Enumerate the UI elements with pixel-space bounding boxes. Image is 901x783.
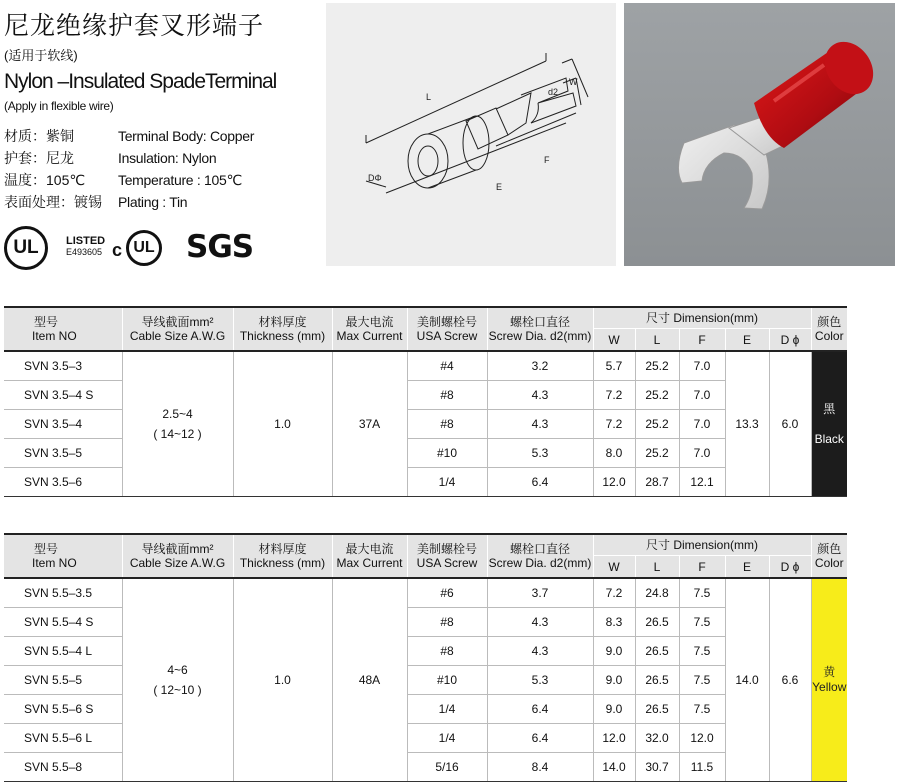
header-thickness-cn: 材料厚度	[258, 315, 307, 329]
sgs-logo: SGS	[186, 229, 254, 265]
color-swatch-black	[811, 351, 847, 497]
header-dia-cn: 螺栓口直径	[509, 315, 570, 329]
cell-f: 7.0	[679, 381, 725, 410]
cell-thickness: 1.0	[233, 578, 332, 782]
spec-row-material	[4, 125, 254, 147]
header-color-cn: 颜色	[817, 542, 842, 556]
cell-cable	[122, 351, 233, 497]
cell-dia: 6.4	[487, 468, 593, 497]
cell-dia: 3.7	[487, 578, 593, 608]
cell-item: SVN 5.5–8	[4, 753, 122, 782]
cell-w: 7.2	[593, 578, 635, 608]
cell-item: SVN 5.5–4 S	[4, 608, 122, 637]
spec-cn: 护套：尼龙	[4, 150, 74, 166]
header-e: E	[725, 329, 769, 352]
label-l: L	[426, 92, 432, 102]
cell-d: 6.0	[769, 351, 811, 497]
cell-cable-awg: ( 12~10 )	[153, 683, 202, 697]
cell-item: SVN 5.5–3.5	[4, 578, 122, 608]
cell-screw: #10	[407, 666, 487, 695]
cell-item: SVN 5.5–4 L	[4, 637, 122, 666]
certification-logos	[4, 226, 254, 272]
cell-f: 7.5	[679, 608, 725, 637]
cell-cable-awg: ( 14~12 )	[153, 427, 202, 441]
header-f: F	[679, 556, 725, 579]
barrel-front	[408, 134, 448, 188]
cell-f: 7.5	[679, 666, 725, 695]
spec-en: Terminal Body: Copper	[118, 128, 255, 144]
spec-row-plating	[4, 191, 254, 213]
label-d2: d2	[548, 87, 559, 97]
cell-cable	[122, 578, 233, 782]
cell-dia: 4.3	[487, 410, 593, 439]
header-current-cn: 最大电流	[345, 315, 394, 329]
header-current	[332, 307, 407, 351]
color-cn: 黄	[823, 665, 836, 679]
header-screw-en: USA Screw	[416, 556, 478, 570]
header-item-en: Item NO	[32, 556, 77, 570]
cell-l: 24.8	[635, 578, 679, 608]
header-e: E	[725, 556, 769, 579]
header-screw	[407, 307, 487, 351]
listed-number: E493605	[66, 247, 103, 257]
header-dimension: 尺寸 Dimension(mm)	[593, 534, 811, 556]
cell-f: 7.0	[679, 351, 725, 381]
cell-f: 7.5	[679, 695, 725, 724]
header-thickness	[233, 534, 332, 578]
page-title-en: Nylon –Insulated SpadeTerminal	[4, 70, 277, 93]
header-thickness-cn: 材料厚度	[258, 542, 307, 556]
cell-item: SVN 3.5–4	[4, 410, 122, 439]
header-screw-cn: 美制螺栓号	[416, 542, 477, 556]
header-thickness	[233, 307, 332, 351]
header-cable-cn: 导线截面mm²	[141, 542, 214, 556]
header-item	[4, 307, 122, 351]
header-dia-cn: 螺栓口直径	[509, 542, 570, 556]
header-item-en: Item NO	[32, 329, 77, 343]
header-f: F	[679, 329, 725, 352]
cell-dia: 5.3	[487, 439, 593, 468]
spec-en: Temperature : 105℃	[118, 172, 242, 188]
cell-w: 12.0	[593, 468, 635, 497]
cell-w: 14.0	[593, 753, 635, 782]
label-w: W	[569, 77, 578, 87]
cell-w: 5.7	[593, 351, 635, 381]
cell-item: SVN 3.5–5	[4, 439, 122, 468]
spec-table-1	[4, 306, 847, 497]
header-dia-en: Screw Dia. d2(mm)	[488, 329, 592, 343]
cell-screw: #6	[407, 578, 487, 608]
header-cable	[122, 307, 233, 351]
cell-l: 26.5	[635, 666, 679, 695]
header-color-en: Color	[814, 329, 844, 343]
cell-w: 8.3	[593, 608, 635, 637]
cul-ring: UL	[126, 230, 162, 266]
cell-screw: 5/16	[407, 753, 487, 782]
cell-f: 7.0	[679, 439, 725, 468]
spec-table-2	[4, 533, 847, 782]
cell-f: 7.5	[679, 637, 725, 666]
cell-dia: 6.4	[487, 724, 593, 753]
header-dia-en: Screw Dia. d2(mm)	[488, 556, 592, 570]
cell-dia: 6.4	[487, 695, 593, 724]
cell-screw: 1/4	[407, 468, 487, 497]
header-dia	[487, 307, 593, 351]
header-color-cn: 颜色	[817, 315, 842, 329]
header-current	[332, 534, 407, 578]
cell-dia: 4.3	[487, 637, 593, 666]
header-current-en: Max Current	[336, 556, 403, 570]
cell-w: 8.0	[593, 439, 635, 468]
cell-screw: #8	[407, 637, 487, 666]
spec-list	[4, 125, 254, 213]
cell-item: SVN 5.5–6 S	[4, 695, 122, 724]
header-d: D ϕ	[769, 329, 811, 352]
cell-l: 26.5	[635, 637, 679, 666]
page-subtitle-en: (Apply in flexible wire)	[4, 99, 114, 113]
table-row	[4, 351, 847, 381]
header-current-en: Max Current	[336, 329, 403, 343]
cell-item: SVN 3.5–3	[4, 351, 122, 381]
label-f: F	[544, 155, 550, 165]
cell-w: 9.0	[593, 666, 635, 695]
cell-dia: 4.3	[487, 608, 593, 637]
spec-row-temperature	[4, 169, 254, 191]
cell-thickness: 1.0	[233, 351, 332, 497]
cell-dia: 8.4	[487, 753, 593, 782]
header-color	[811, 307, 847, 351]
header-screw-en: USA Screw	[416, 329, 478, 343]
spec-en: Insulation: Nylon	[118, 150, 217, 166]
cell-d: 6.6	[769, 578, 811, 782]
header-current-cn: 最大电流	[345, 542, 394, 556]
color-en: Yellow	[812, 680, 847, 694]
listed-label: LISTED	[66, 235, 106, 247]
cell-l: 26.5	[635, 608, 679, 637]
label-d: DΦ	[368, 173, 382, 183]
cell-current: 37A	[332, 351, 407, 497]
cell-cable-mm: 2.5~4	[162, 407, 193, 421]
terminal-dimension-diagram	[326, 3, 616, 266]
cell-l: 25.2	[635, 351, 679, 381]
header-thickness-en: Thickness (mm)	[239, 329, 326, 343]
cell-item: SVN 5.5–5	[4, 666, 122, 695]
cell-e: 13.3	[725, 351, 769, 497]
cell-w: 12.0	[593, 724, 635, 753]
header-dimension: 尺寸 Dimension(mm)	[593, 307, 811, 329]
spec-row-insulation	[4, 147, 254, 169]
header-cable	[122, 534, 233, 578]
header-cable-en: Cable Size A.W.G	[129, 556, 226, 570]
cell-screw: #4	[407, 351, 487, 381]
header-screw-cn: 美制螺栓号	[416, 315, 477, 329]
cell-l: 28.7	[635, 468, 679, 497]
cell-f: 12.0	[679, 724, 725, 753]
cell-screw: #8	[407, 381, 487, 410]
product-photo	[624, 3, 895, 266]
cell-l: 25.2	[635, 381, 679, 410]
cell-w: 9.0	[593, 695, 635, 724]
color-en: Black	[814, 432, 844, 446]
cell-screw: 1/4	[407, 724, 487, 753]
page-subtitle-cn: (适用于软线)	[4, 48, 78, 63]
cell-dia: 5.3	[487, 666, 593, 695]
cell-w: 7.2	[593, 410, 635, 439]
spec-cn: 温度：105℃	[4, 172, 86, 188]
cell-screw: 1/4	[407, 695, 487, 724]
header-item	[4, 534, 122, 578]
header-color-en: Color	[814, 556, 844, 570]
cell-l: 25.2	[635, 439, 679, 468]
cell-e: 14.0	[725, 578, 769, 782]
spade-terminal-photo	[624, 3, 895, 266]
ul-logo: UL	[4, 226, 48, 270]
cell-f: 12.1	[679, 468, 725, 497]
cell-f: 7.0	[679, 410, 725, 439]
cell-f: 11.5	[679, 753, 725, 782]
cell-l: 26.5	[635, 695, 679, 724]
header-thickness-en: Thickness (mm)	[239, 556, 326, 570]
cell-item: SVN 5.5–6 L	[4, 724, 122, 753]
header-dia	[487, 534, 593, 578]
table-row	[4, 578, 847, 608]
cell-dia: 3.2	[487, 351, 593, 381]
cell-f: 7.5	[679, 578, 725, 608]
spec-cn: 表面处理：镀锡	[4, 194, 102, 210]
cell-current: 48A	[332, 578, 407, 782]
spec-en: Plating : Tin	[118, 194, 188, 210]
color-cn: 黑	[823, 402, 836, 416]
color-swatch-yellow	[811, 578, 847, 782]
cell-w: 7.2	[593, 381, 635, 410]
header-w: W	[593, 556, 635, 579]
header-cable-en: Cable Size A.W.G	[129, 329, 226, 343]
header-cable-cn: 导线截面mm²	[141, 315, 214, 329]
cell-l: 32.0	[635, 724, 679, 753]
cul-logo	[112, 230, 182, 266]
page-title-cn: 尼龙绝缘护套叉形端子	[4, 12, 265, 40]
header-l: L	[635, 556, 679, 579]
cell-l: 30.7	[635, 753, 679, 782]
label-e: E	[496, 182, 503, 192]
cell-dia: 4.3	[487, 381, 593, 410]
cell-screw: #8	[407, 608, 487, 637]
header-l: L	[635, 329, 679, 352]
header-screw	[407, 534, 487, 578]
header-item-cn: 型号	[34, 542, 59, 556]
header-w: W	[593, 329, 635, 352]
header-color	[811, 534, 847, 578]
terminal-drawing	[326, 3, 616, 266]
cell-item: SVN 3.5–4 S	[4, 381, 122, 410]
header-d: D ϕ	[769, 556, 811, 579]
cell-w: 9.0	[593, 637, 635, 666]
cell-screw: #8	[407, 410, 487, 439]
cell-cable-mm: 4~6	[167, 663, 188, 677]
cell-l: 25.2	[635, 410, 679, 439]
cell-item: SVN 3.5–6	[4, 468, 122, 497]
ul-listed-badge	[66, 236, 105, 258]
spec-cn: 材质：紫铜	[4, 128, 74, 144]
cell-screw: #10	[407, 439, 487, 468]
cul-c: c	[112, 240, 123, 260]
header-item-cn: 型号	[34, 315, 59, 329]
